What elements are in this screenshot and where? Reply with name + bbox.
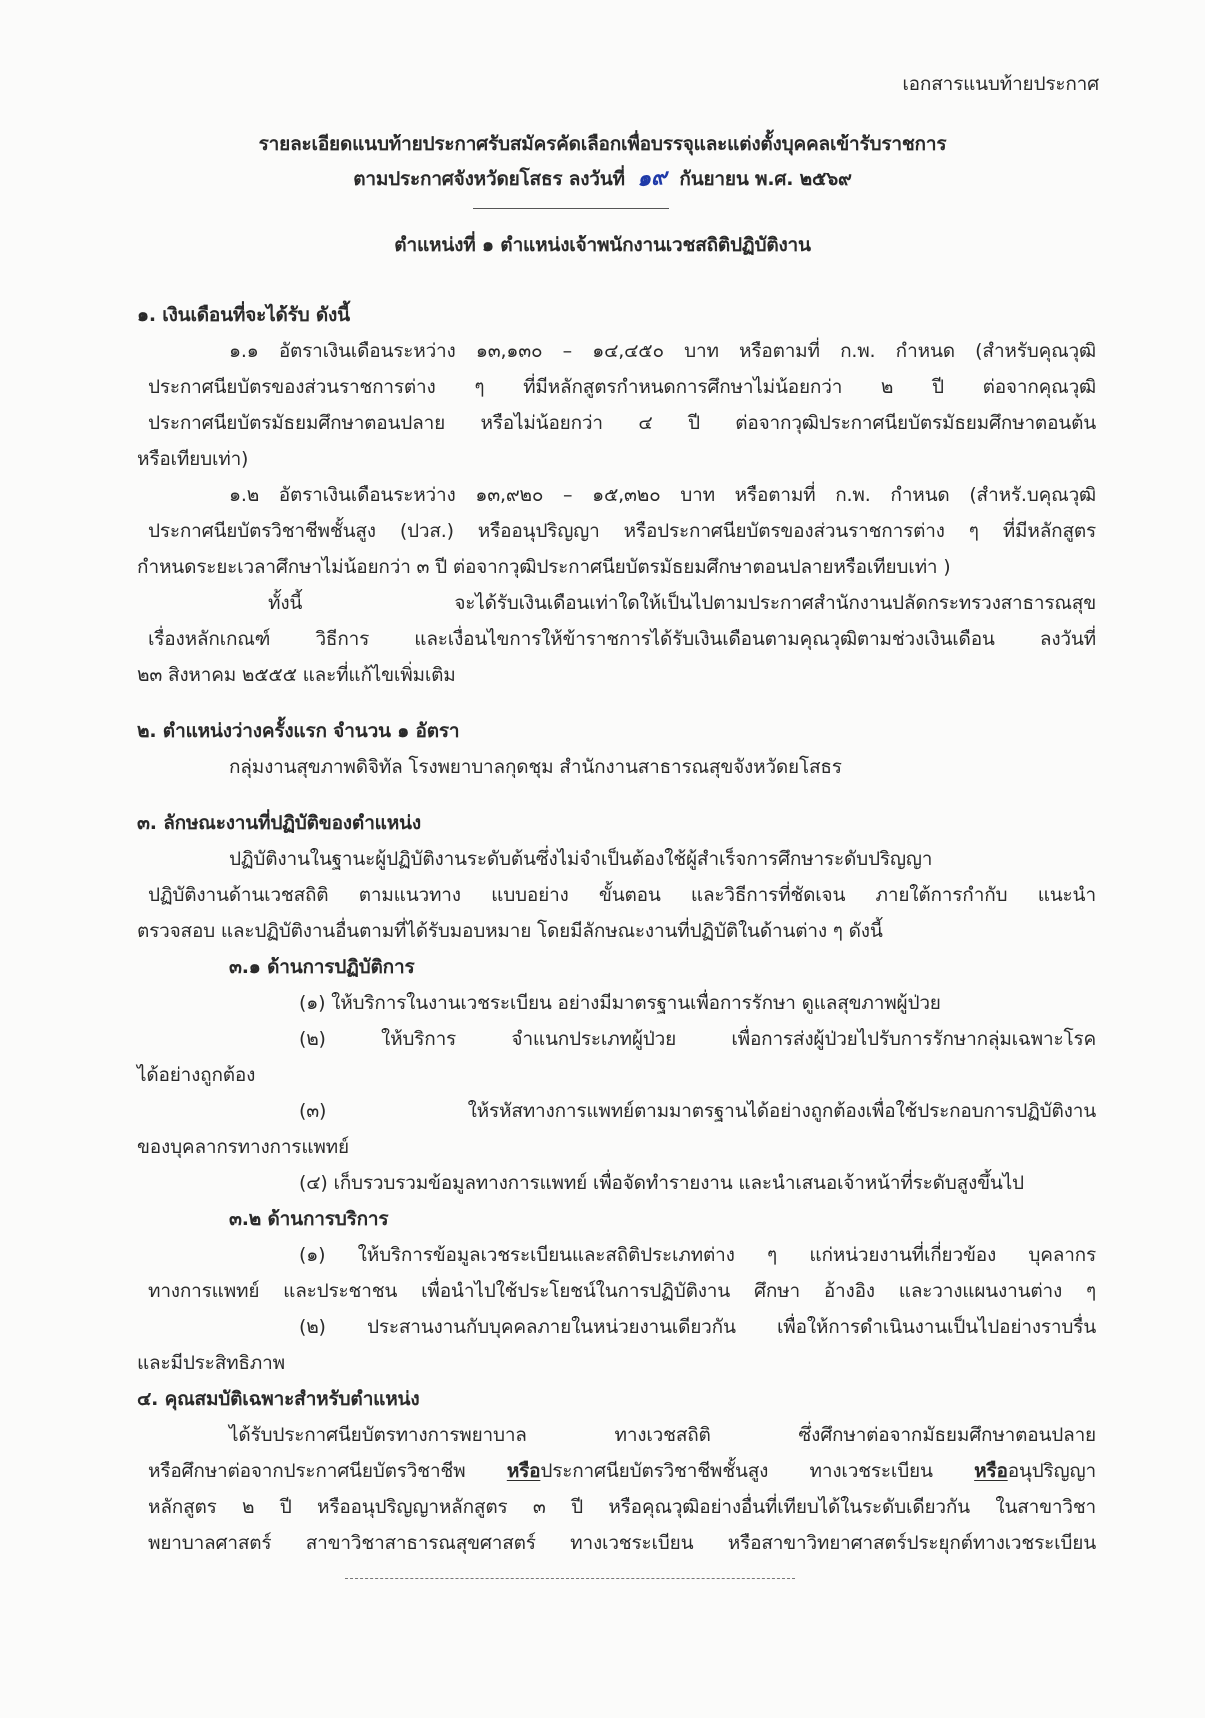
s1-2-line2: ประกาศนียบัตรวิชาชีพชั้นสูง (ปวส.) หรืออนุปริญญา หรือประกาศนียบัตรของส่วนราชการต่าง ๆ ที่มีหลักสูตร: [148, 520, 1096, 542]
s1-1-line3: ประกาศนียบัตรมัธยมศึกษาตอนปลาย หรือไม่น้อยกว่า ๔ ปี ต่อจากวุฒิประกาศนียบัตรมัธยมศึกษาตอนต้น: [148, 412, 1096, 434]
s4-line3: หลักสูตร ๒ ปี หรืออนุปริญญาหลักสูตร ๓ ปี หรือคุณวุฒิอย่างอื่นที่เทียบได้ในระดับเดียวกัน ในสาขาวิชา: [148, 1496, 1096, 1518]
s3-intro-line3: ตรวจสอบ และปฏิบัติงานอื่นตามที่ได้รับมอบหมาย โดยมีลักษณะงานที่ปฏิบัติในด้านต่าง ๆ ดังนี้: [137, 920, 883, 942]
section2-body: กลุ่มงานสุขภาพดิจิทัล โรงพยาบาลกุดชุม สำนักงานสาธารณสุขจังหวัดยโสธร: [229, 756, 842, 778]
s4-line2-part3: อนุปริญญา: [1007, 1460, 1096, 1482]
s3-2-item1-line1: (๑) ให้บริการข้อมูลเวชระเบียนและสถิติประเภทต่าง ๆ แก่หน่วยงานที่เกี่ยวข้อง บุคลากร: [299, 1244, 1096, 1266]
s3-2-item1-line2: ทางการแพทย์ และประชาชน เพื่อนำไปใช้ประโยชน์ในการปฏิบัติงาน ศึกษา อ้างอิง และวางแผนงานต่าง ๆ: [148, 1280, 1096, 1302]
footer-divider: [345, 1578, 795, 1579]
s3-2-item2-line2: และมีประสิทธิภาพ: [137, 1352, 285, 1374]
s4-line4: พยาบาลศาสตร์ สาขาวิชาสาธารณสุขศาสตร์ ทางเวชระเบียน หรือสาขาวิทยาศาสตร์ประยุกต์ทางเวชระเบียน: [148, 1532, 1096, 1554]
s4-line2: [148, 1458, 1096, 1484]
s1-note-line3: ๒๓ สิงหาคม ๒๕๕๕ และที่แก้ไขเพิ่มเติม: [137, 664, 456, 686]
handwritten-date: ๑๙: [636, 163, 668, 193]
s1-note-line2: เรื่องหลักเกณฑ์ วิธีการ และเงื่อนไขการให้ข้าราชการได้รับเงินเดือนตามคุณวุฒิตามช่วงเงินเดือน ลงวันที่: [148, 628, 1096, 650]
s3-1-item3-line2: ของบุคลากรทางการแพทย์: [137, 1136, 349, 1158]
s1-1-line1: ๑.๑ อัตราเงินเดือนระหว่าง ๑๓,๑๓๐ – ๑๔,๔๕๐ บาท หรือตามที่ ก.พ. กำหนด (สำหรับคุณวุฒิ: [229, 340, 1096, 362]
s3-1-item2-line2: ได้อย่างถูกต้อง: [137, 1064, 256, 1086]
section4-heading: ๔. คุณสมบัติเฉพาะสำหรับตำแหน่ง: [137, 1388, 420, 1410]
s3-1-heading: ๓.๑ ด้านการปฏิบัติการ: [229, 956, 415, 978]
s1-2-line1: ๑.๒ อัตราเงินเดือนระหว่าง ๑๓,๙๒๐ – ๑๕,๓๒๐ บาท หรือตามที่ ก.พ. กำหนด (สำหรั.บคุณวุฒิ: [229, 484, 1096, 506]
s3-1-item1: (๑) ให้บริการในงานเวชระเบียน อย่างมีมาตรฐานเพื่อการรักษา ดูแลสุขภาพผู้ป่วย: [299, 992, 941, 1014]
document-title-line2: [0, 165, 1205, 192]
s3-intro-line1: ปฏิบัติงานในฐานะผู้ปฏิบัติงานระดับต้นซึ่งไม่จำเป็นต้องใช้ผู้สำเร็จการศึกษาระดับปริญญา: [229, 848, 933, 870]
s3-1-item2-line1: (๒) ให้บริการ จำแนกประเภทผู้ป่วย เพื่อการส่งผู้ป่วยไปรับการรักษากลุ่มเฉพาะโรค: [299, 1028, 1096, 1050]
title-date-suffix: กันยายน พ.ศ. ๒๕๖๙: [679, 168, 852, 190]
s4-line2-part2: ประกาศนียบัตรวิชาชีพชั้นสูง ทางเวชระเบียน: [540, 1460, 975, 1482]
position-heading: ตำแหน่งที่ ๑ ตำแหน่งเจ้าพนักงานเวชสถิติปฏิบัติงาน: [394, 234, 811, 256]
title-divider: [473, 208, 669, 209]
s4-or-emphasis-1: หรือ: [506, 1460, 541, 1482]
s3-2-heading: ๓.๒ ด้านการบริการ: [229, 1208, 389, 1230]
s1-2-line3: กำหนดระยะเวลาศึกษาไม่น้อยกว่า ๓ ปี ต่อจากวุฒิประกาศนียบัตรมัธยมศึกษาตอนปลายหรือเทียบเท่า ): [137, 556, 951, 578]
section2-heading: ๒. ตำแหน่งว่างครั้งแรก จำนวน ๑ อัตรา: [137, 720, 460, 742]
s4-or-emphasis-2: หรือ: [974, 1460, 1008, 1482]
section1-heading: ๑. เงินเดือนที่จะได้รับ ดังนี้: [137, 304, 350, 326]
s3-1-item4: (๔) เก็บรวบรวมข้อมูลทางการแพทย์ เพื่อจัดทำรายงาน และนำเสนอเจ้าหน้าที่ระดับสูงขึ้นไป: [299, 1172, 1024, 1194]
title-date-prefix: ตามประกาศจังหวัดยโสธร ลงวันที่: [353, 168, 625, 190]
s4-line1: ได้รับประกาศนียบัตรทางการพยาบาล ทางเวชสถิติ ซึ่งศึกษาต่อจากมัธยมศึกษาตอนปลาย: [229, 1424, 1096, 1446]
s1-1-line4: หรือเทียบเท่า): [137, 448, 249, 470]
annex-label: เอกสารแนบท้ายประกาศ: [902, 73, 1099, 95]
s3-intro-line2: ปฏิบัติงานด้านเวชสถิติ ตามแนวทาง แบบอย่าง ขั้นตอน และวิธีการที่ชัดเจน ภายใต้การกำกับ แนะนำ: [148, 884, 1096, 906]
document-title-line1: รายละเอียดแนบท้ายประกาศรับสมัครคัดเลือกเพื่อบรรจุและแต่งตั้งบุคคลเข้ารับราชการ: [258, 133, 947, 155]
s1-1-line2: ประกาศนียบัตรของส่วนราชการต่าง ๆ ที่มีหลักสูตรกำหนดการศึกษาไม่น้อยกว่า ๒ ปี ต่อจากคุณวุฒิ: [148, 376, 1096, 398]
section3-heading: ๓. ลักษณะงานที่ปฏิบัติของตำแหน่ง: [137, 812, 421, 834]
s1-note-line1: ทั้งนี้ จะได้รับเงินเดือนเท่าใดให้เป็นไปตามประกาศสำนักงานปลัดกระทรวงสาธารณสุข: [268, 592, 1096, 614]
s4-line2-part1: หรือศึกษาต่อจากประกาศนียบัตรวิชาชีพ: [148, 1460, 507, 1482]
s3-2-item2-line1: (๒) ประสานงานกับบุคคลภายในหน่วยงานเดียวกัน เพื่อให้การดำเนินงานเป็นไปอย่างราบรื่น: [299, 1316, 1096, 1338]
s3-1-item3-line1: (๓) ให้รหัสทางการแพทย์ตามมาตรฐานได้อย่างถูกต้องเพื่อใช้ประกอบการปฏิบัติงาน: [299, 1100, 1096, 1122]
